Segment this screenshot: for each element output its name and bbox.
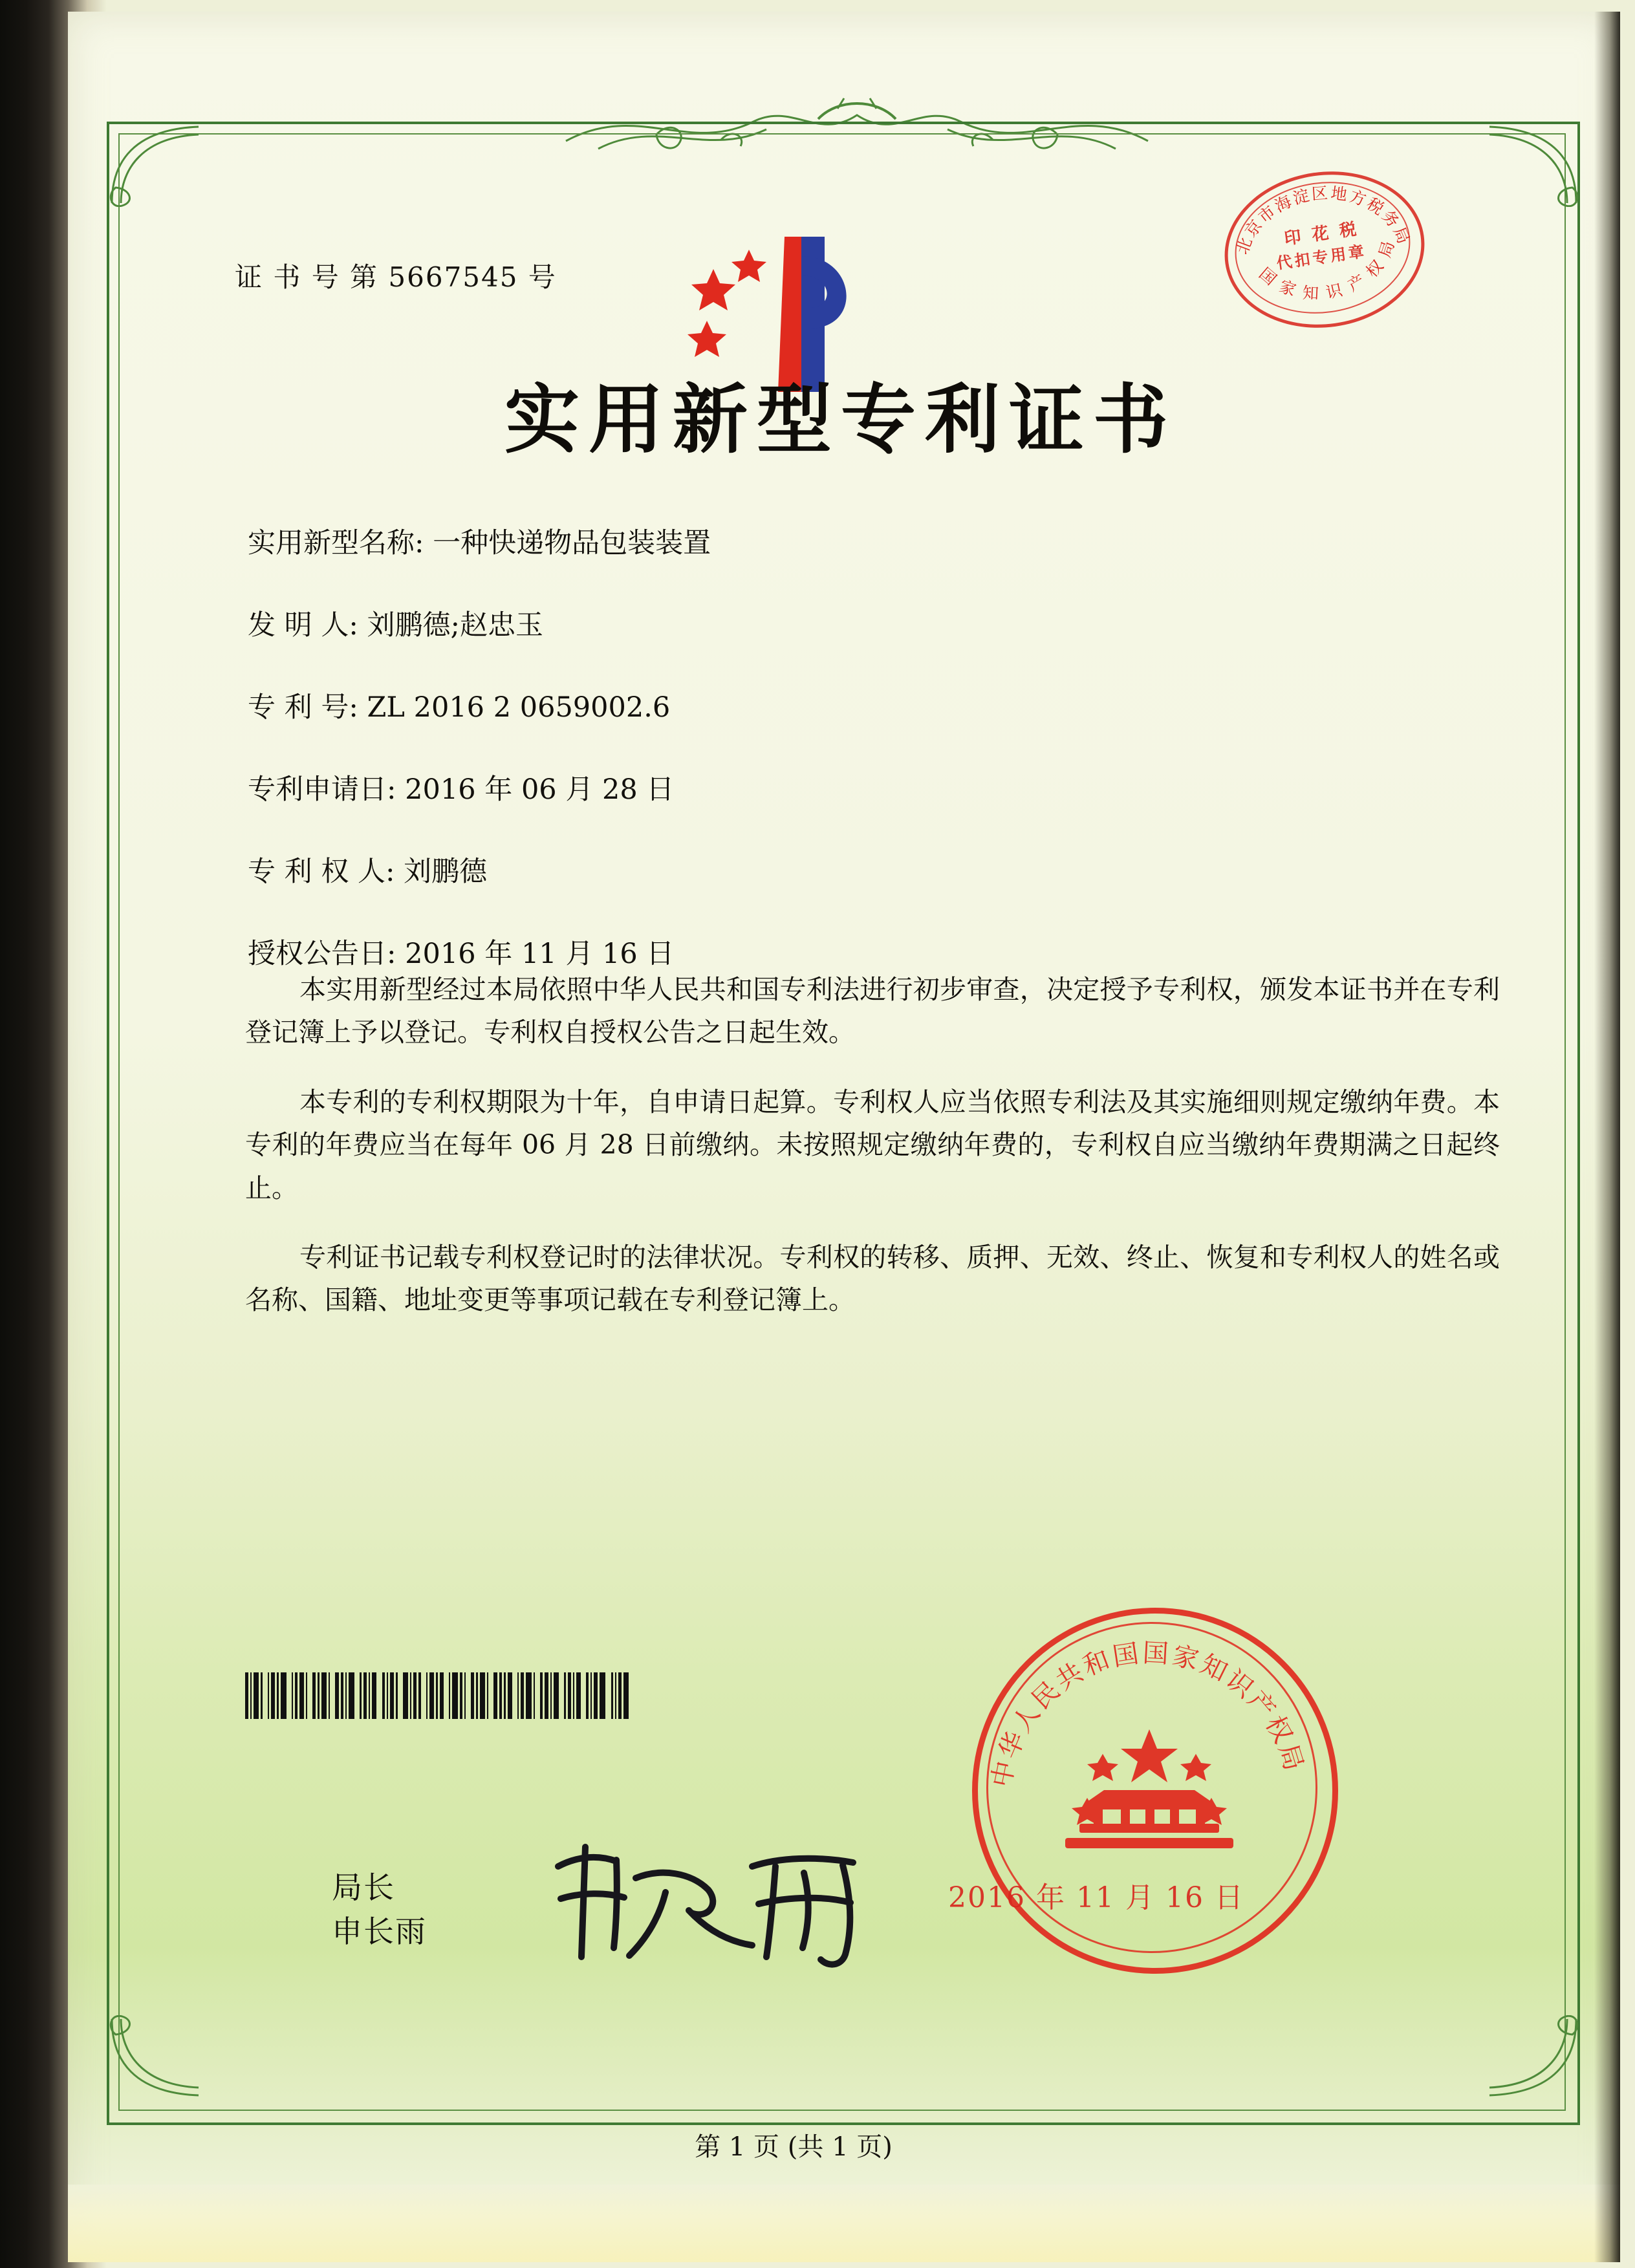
seal-date: 2016 年 11 月 16 日 <box>948 1881 1244 1914</box>
tax-seal-bottom-text: 国 家 知 识 产 权 局 <box>1255 237 1399 303</box>
tax-seal-top-text: 北京市海淀区地方税务局 <box>1232 183 1414 257</box>
paragraph-term-fees: 本专利的专利权期限为十年，自申请日起算。专利权人应当依照专利法及其实施细则规定缴纳年费。本专利的年费应当在每年 06 月 28 日前缴纳。未按照规定缴纳年费的，专利权自应当缴纳年费期满之日起终止。 <box>245 1086 1500 1204</box>
field-value: 2016 年 06 月 28 日 <box>405 773 675 806</box>
page-footer: 第 1 页 (共 1 页) <box>695 2132 893 2162</box>
field-application-date <box>248 768 1477 807</box>
director-title: 局长 <box>332 1870 395 1906</box>
field-value: 2016 年 11 月 16 日 <box>405 938 675 970</box>
page-bottom-strip <box>68 2185 1620 2262</box>
national-seal <box>972 1608 1334 1970</box>
field-list <box>248 521 1477 1014</box>
certificate-number: 证 书 号 第 5667545 号 <box>235 261 557 293</box>
barcode <box>245 1672 646 1719</box>
certificate-page <box>68 12 1620 2262</box>
field-label: 授权公告日: <box>248 938 396 970</box>
field-value: 一种快递物品包装装置 <box>433 527 711 559</box>
field-patent-number <box>248 686 1477 725</box>
handwritten-signature <box>539 1828 901 1976</box>
tax-seal-line-1: 印 花 税 <box>1283 219 1360 249</box>
field-patentee <box>248 850 1477 889</box>
page-right-edge <box>1594 12 1620 2262</box>
paragraph-grant: 本实用新型经过本局依照中华人民共和国专利法进行初步审查，决定授予专利权，颁发本证书并在专利登记簿上予以登记。专利权自授权公告之日起生效。 <box>245 974 1500 1048</box>
field-label: 专 利 权 人: <box>248 856 395 888</box>
field-label: 专 利 号: <box>248 691 358 724</box>
field-value: 刘鹏德 <box>404 856 488 888</box>
director-signature-block <box>332 1866 427 1954</box>
field-value: ZL 2016 2 0659002.6 <box>367 691 671 724</box>
certificate-content <box>118 133 1563 2108</box>
seal-arc-text: 中华人民共和国国家知识产权局 <box>986 1638 1310 1790</box>
field-value: 刘鹏德;赵忠玉 <box>367 609 543 642</box>
tax-seal-line-2: 代扣专用章 <box>1275 242 1368 273</box>
tax-stamp-seal <box>1218 153 1438 340</box>
paragraph-register: 专利证书记载专利权登记时的法律状况。专利权的转移、质押、无效、终止、恢复和专利权人的姓名或名称、国籍、地址变更等事项记载在专利登记簿上。 <box>245 1242 1500 1316</box>
field-label: 发 明 人: <box>248 609 358 642</box>
page-title: 实用新型专利证书 <box>504 376 1177 464</box>
legal-text-block <box>245 942 1500 1324</box>
field-label: 实用新型名称: <box>248 527 424 559</box>
field-inventors <box>248 603 1477 643</box>
director-name: 申长雨 <box>332 1914 427 1950</box>
field-invention-name <box>248 521 1477 561</box>
field-label: 专利申请日: <box>248 773 396 806</box>
